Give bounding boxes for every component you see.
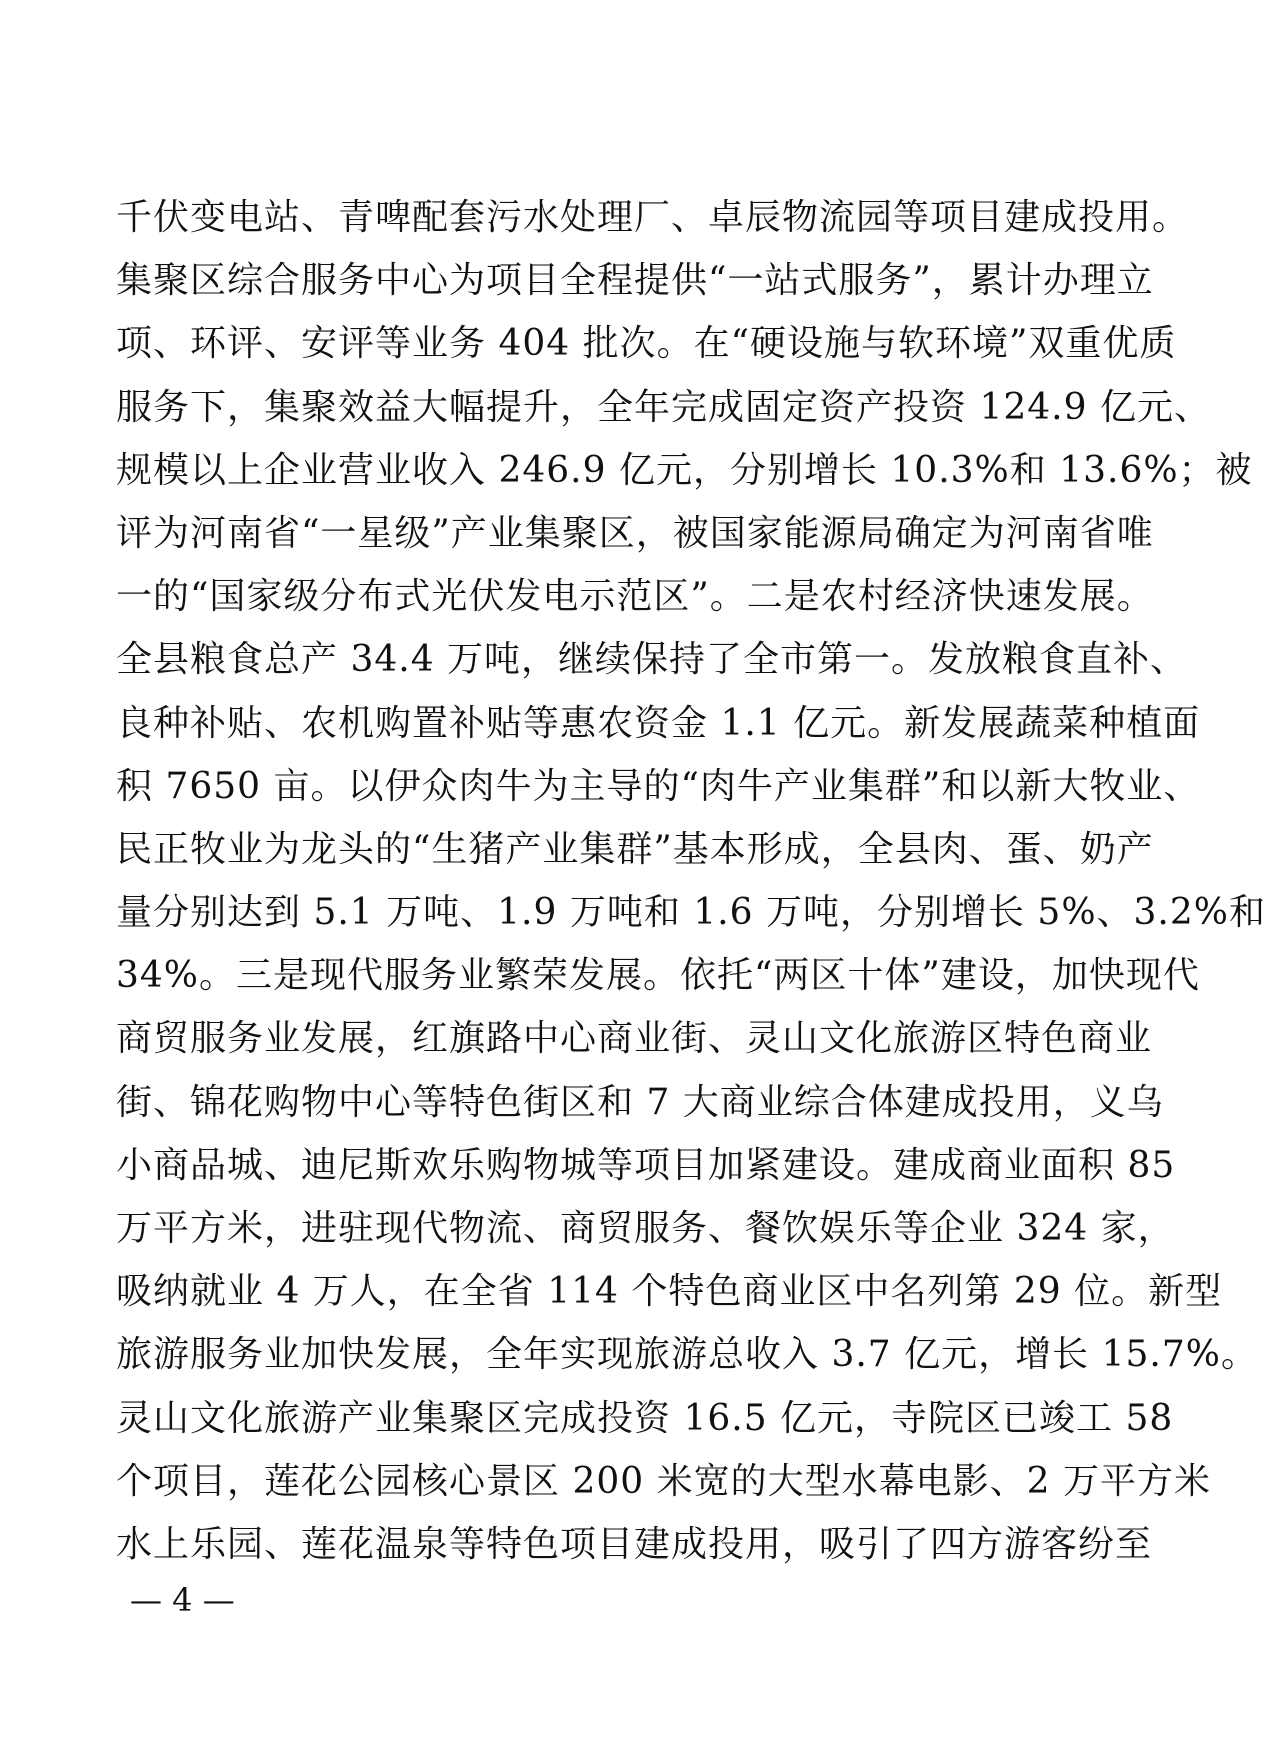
text-line: 服务下，集聚效益大幅提升，全年完成固定资产投资 124.9 亿元、: [116, 386, 1211, 428]
text-line: 积 7650 亩。以伊众肉牛为主导的“肉牛产业集群”和以新大牧业、: [116, 765, 1201, 807]
text-line: 个项目，莲花公园核心景区 200 米宽的大型水幕电影、2 万平方米: [116, 1460, 1211, 1502]
text-line: 量分别达到 5.1 万吨、1.9 万吨和 1.6 万吨，分别增长 5%、3.2%和: [116, 892, 1266, 934]
body-text: [116, 186, 1266, 1576]
text-line: 良种补贴、农机购置补贴等惠农资金 1.1 亿元。新发展蔬菜种植面: [116, 702, 1201, 744]
text-line: 项、环评、安评等业务 404 批次。在“硬设施与软环境”双重优质: [116, 323, 1177, 365]
text-line: 旅游服务业加快发展，全年实现旅游总收入 3.7 亿元，增长 15.7%。: [116, 1334, 1258, 1376]
text-line: 评为河南省“一星级”产业集聚区，被国家能源局确定为河南省唯: [116, 512, 1154, 554]
text-line: 全县粮食总产 34.4 万吨，继续保持了全市第一。发放粮食直补、: [116, 639, 1188, 681]
text-line: 民正牧业为龙头的“生猪产业集群”基本形成，全县肉、蛋、奶产: [116, 828, 1154, 870]
text-line: 千伏变电站、青啤配套污水处理厂、卓辰物流园等项目建成投用。: [116, 197, 1190, 238]
page-number: — 4 —: [130, 1581, 235, 1619]
text-line: 灵山文化旅游产业集聚区完成投资 16.5 亿元，寺院区已竣工 58: [116, 1397, 1174, 1439]
text-line: 吸纳就业 4 万人，在全省 114 个特色商业区中名列第 29 位。新型: [116, 1271, 1223, 1313]
text-line: 规模以上企业营业收入 246.9 亿元，分别增长 10.3%和 13.6%；被: [116, 449, 1253, 491]
text-line: 34%。三是现代服务业繁荣发展。依托“两区十体”建设，加快现代: [116, 955, 1200, 997]
text-line: 水上乐园、莲花温泉等特色项目建成投用，吸引了四方游客纷至: [116, 1523, 1153, 1565]
text-line: 一的“国家级分布式光伏发电示范区”。二是农村经济快速发展。: [116, 576, 1154, 618]
text-line: 小商品城、迪尼斯欢乐购物城等项目加紧建设。建成商业面积 85: [116, 1144, 1176, 1186]
text-line: 集聚区综合服务中心为项目全程提供“一站式服务”，累计办理立: [116, 260, 1154, 302]
text-line: 万平方米，进驻现代物流、商贸服务、餐饮娱乐等企业 324 家，: [116, 1208, 1175, 1249]
text-line: 商贸服务业发展，红旗路中心商业街、灵山文化旅游区特色商业: [116, 1018, 1153, 1060]
text-line: 街、锦花购物中心等特色街区和 7 大商业综合体建成投用，义乌: [116, 1081, 1164, 1123]
